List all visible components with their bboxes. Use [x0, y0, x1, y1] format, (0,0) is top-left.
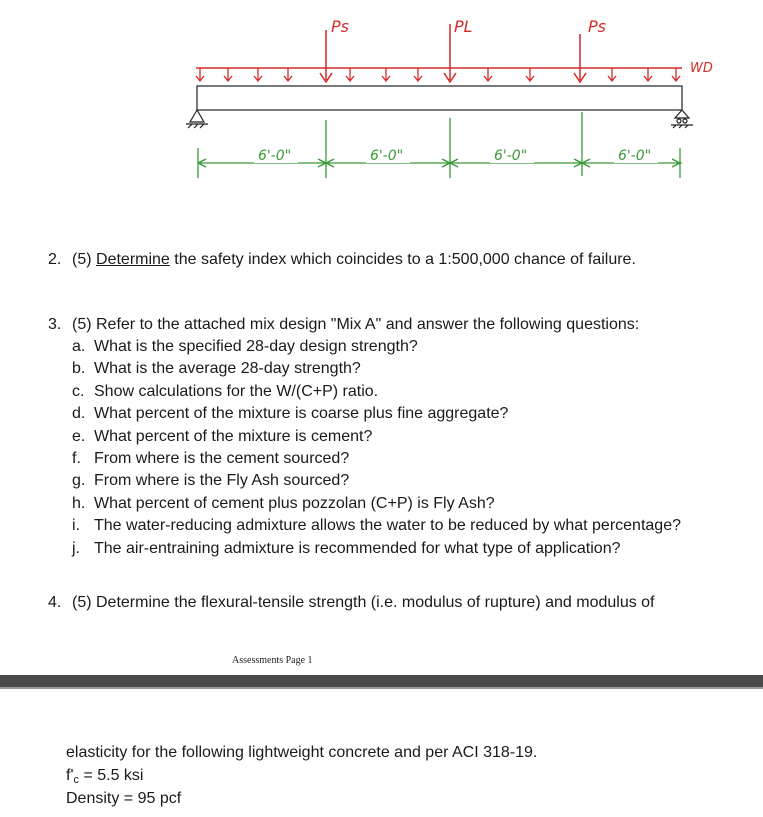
label-ps-left: Ps: [331, 17, 349, 36]
page-break-divider: [0, 675, 763, 687]
question-2-text: the safety index which coincides to a 1:500,000 chance of failure.: [169, 251, 636, 268]
list-item: g. From where is the Fly Ash sourced?: [72, 472, 350, 490]
question-4-continuation: elasticity for the following lightweight concrete and per ACI 318-19.: [66, 744, 538, 761]
dimension-label-4: 6'-0": [618, 148, 652, 164]
question-3: [48, 314, 639, 336]
question-2-verb: Determine: [96, 251, 170, 268]
question-3-items: [72, 336, 681, 560]
roller-support: [671, 110, 693, 128]
list-item: b. What is the average 28-day strength?: [72, 360, 361, 378]
point-load-ps-left: [320, 30, 332, 82]
question-4-text: (5) Determine the flexural-tensile strength (i.e. modulus of rupture) and modulus of: [72, 594, 655, 611]
list-item: i. The water-reducing admixture allows the water to be reduced by what percentage?: [72, 517, 681, 535]
question-2-number: 2.: [48, 251, 62, 268]
list-item: j. The air-entraining admixture is recommended for what type of application?: [72, 539, 621, 557]
list-item: a. What is the specified 28-day design strength?: [72, 338, 418, 355]
question-3-number: 3.: [48, 316, 62, 333]
list-item: f. From where is the cement sourced?: [72, 450, 350, 468]
beam: [197, 86, 682, 110]
dimension-label-2: 6'-0": [370, 148, 404, 164]
density-value: Density = 95 pcf: [66, 790, 182, 807]
beam-diagram: [0, 0, 763, 200]
list-item: d. What percent of the mixture is coarse plus fine aggregate?: [72, 405, 509, 423]
point-load-ps-right: [574, 34, 586, 82]
label-pl: PL: [454, 17, 473, 36]
pin-support: [186, 110, 208, 128]
question-4: [48, 592, 655, 614]
fc-value: $f'_c = 5.5$ ksi: [66, 767, 144, 786]
distributed-load-arrows: [196, 68, 680, 81]
question-4-number: 4.: [48, 594, 62, 611]
dimension-label-3: 6'-0": [494, 148, 528, 164]
list-item: h. What percent of cement plus pozzolan (C+P) is Fly Ash?: [72, 494, 495, 512]
question-2-points: (5): [72, 251, 92, 268]
list-item: e. What percent of the mixture is cement?: [72, 427, 373, 445]
question-2: [48, 249, 636, 271]
label-wd: WD: [690, 61, 713, 76]
dimension-label-1: 6'-0": [258, 148, 292, 164]
label-ps-right: Ps: [588, 17, 606, 36]
page-footer: Assessments Page 1: [232, 655, 313, 666]
list-item: c. Show calculations for the W/(C+P) ratio.: [72, 382, 379, 400]
question-3-text: (5) Refer to the attached mix design "Mix A" and answer the following questions:: [72, 316, 640, 333]
